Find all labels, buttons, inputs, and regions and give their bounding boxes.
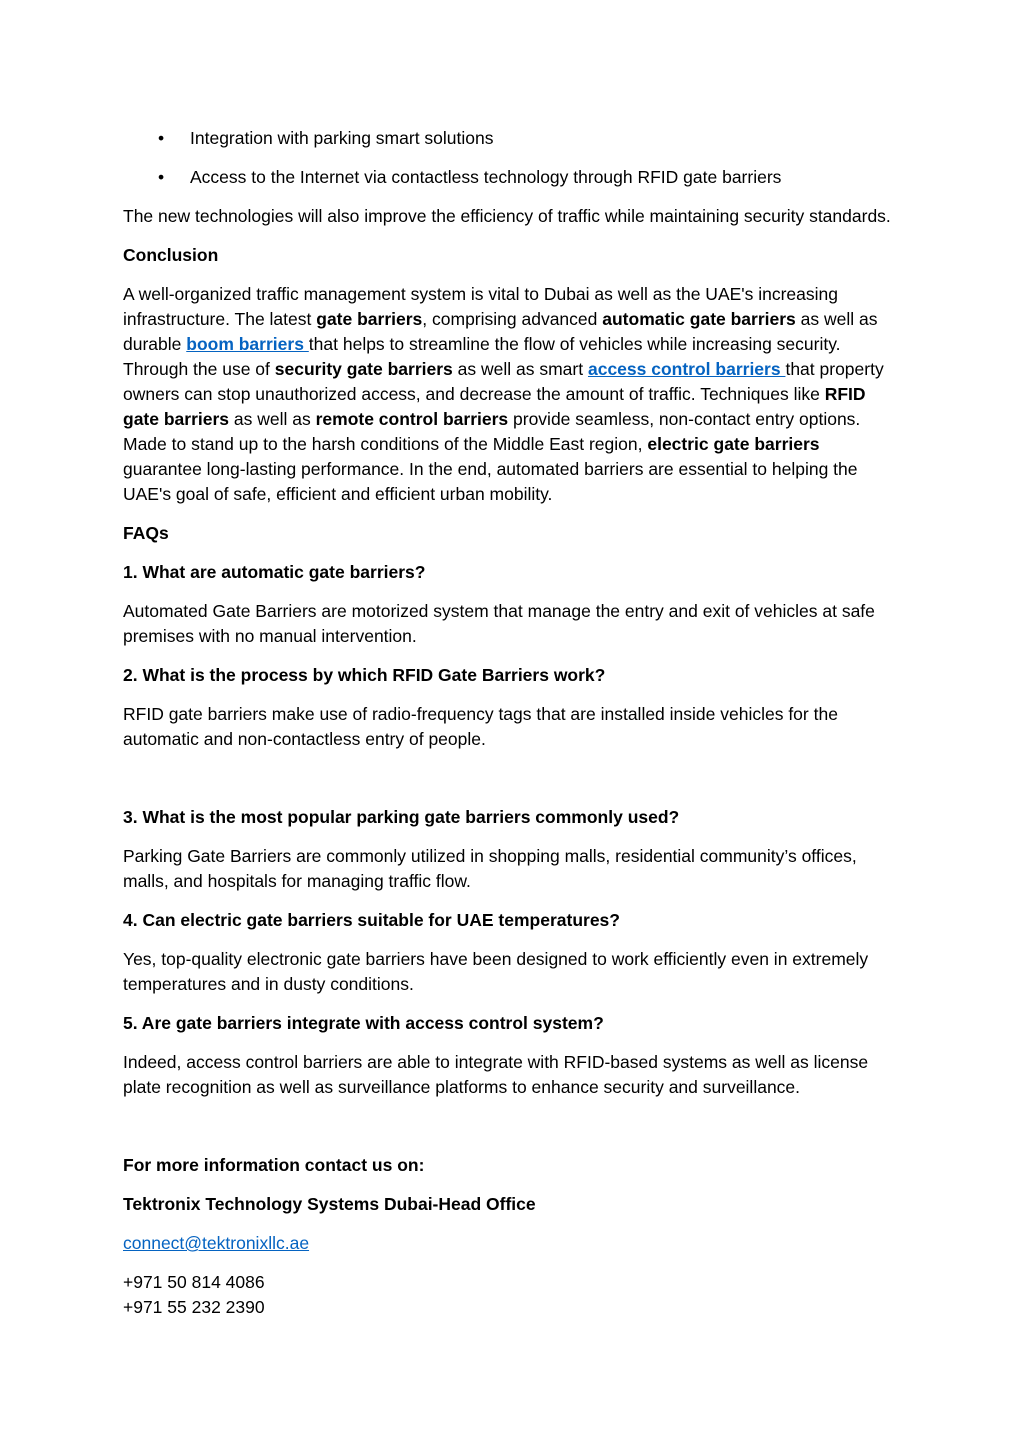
phone-number: +971 50 814 4086 [123, 1272, 265, 1292]
body-text: as well as [229, 409, 316, 429]
inline-link[interactable]: boom barriers [186, 334, 309, 354]
faq-question: 3. What is the most popular parking gate barriers commonly used? [123, 807, 680, 827]
body-text: , comprising advanced [422, 309, 603, 329]
bullet-item-text: Integration with parking smart solutions [190, 128, 494, 148]
faq-question: 2. What is the process by which RFID Gate Barriers work? [123, 665, 606, 685]
bold-text: RFID gate barriers [123, 384, 866, 429]
intro-paragraph: The new technologies will also improve the efficiency of traffic while maintaining security standards. [123, 206, 891, 226]
body-text: that helps to streamline the flow of vehicles while increasing security. Through the use of [123, 334, 841, 379]
email-link[interactable]: connect@tektronixllc.ae [123, 1233, 310, 1253]
bold-text: security gate barriers [274, 359, 453, 379]
faq-answer: RFID gate barriers make use of radio-frequency tags that are installed inside vehicles for the automatic and non-contactless entry of people. [123, 704, 838, 749]
faq-answer: Automated Gate Barriers are motorized system that manage the entry and exit of vehicles at safe premises with no manual intervention. [123, 601, 875, 646]
body-text: that property owners can stop unauthorized access, and decrease the amount of traffic. Techniques like [123, 359, 884, 404]
faq-answer: Indeed, access control barriers are able to integrate with RFID-based systems as well as license plate recognition as well as surveillance platforms to enhance security and surveillance. [123, 1052, 869, 1097]
bullet-item-text: Access to the Internet via contactless technology through RFID gate barriers [190, 167, 782, 187]
faq-question: 5. Are gate barriers integrate with access control system? [123, 1013, 604, 1033]
conclusion-paragraph [123, 282, 900, 507]
bold-text: electric gate barriers [647, 434, 820, 454]
faqs-heading: FAQs [123, 523, 169, 543]
body-text: A well-organized traffic management system is vital to Dubai as well as the UAE's increasing infrastructure. The latest [123, 284, 839, 329]
faq-question: 4. Can electric gate barriers suitable for UAE temperatures? [123, 910, 620, 930]
contact-heading: For more information contact us on: [123, 1155, 425, 1175]
faq-answer: Yes, top-quality electronic gate barriers have been designed to work efficiently even in extremely temperatures and in dusty conditions. [123, 949, 869, 994]
faq-answer: Parking Gate Barriers are commonly utilized in shopping malls, residential community’s offices, malls, and hospitals for managing traffic flow. [123, 846, 857, 891]
phone-number: +971 55 232 2390 [123, 1297, 265, 1317]
body-text: provide seamless, non-contact entry options. Made to stand up to the harsh conditions of the Middle East region, [123, 409, 861, 454]
contact-company: Tektronix Technology Systems Dubai-Head Office [123, 1194, 536, 1214]
blank-line [123, 1114, 900, 1153]
conclusion-heading: Conclusion [123, 245, 219, 265]
body-text: as well as smart [452, 359, 588, 379]
bullet-list [123, 126, 900, 190]
faq-question: 1. What are automatic gate barriers? [123, 562, 426, 582]
body-text: guarantee long-lasting performance. In the end, automated barriers are essential to helping the UAE's goal of safe, efficient and efficient urban mobility. [123, 459, 858, 504]
contact-email-paragraph [123, 1231, 900, 1256]
body-text: as well as durable [123, 309, 878, 354]
list-item [123, 165, 900, 190]
inline-link[interactable]: access control barriers [587, 359, 786, 379]
bold-text: automatic gate barriers [602, 309, 796, 329]
contact-phones [123, 1270, 900, 1320]
list-item [123, 126, 900, 151]
blank-line [123, 766, 900, 805]
bold-text: gate barriers [316, 309, 423, 329]
bold-text: remote control barriers [315, 409, 509, 429]
